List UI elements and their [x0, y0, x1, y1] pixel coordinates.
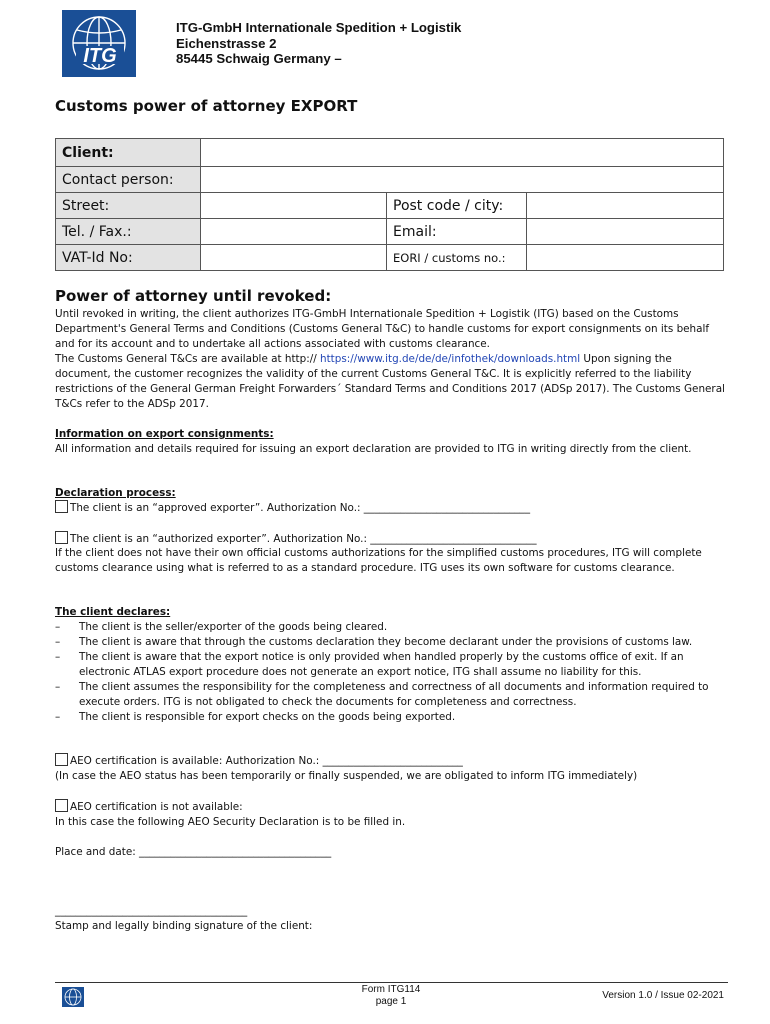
street-label: Street:: [56, 193, 201, 219]
aeo-available-note: (In case the AEO status has been temporarily or finally suspended, we are obligated to inform ITG immediately): [55, 770, 638, 782]
list-item: [55, 650, 727, 680]
page-title: Customs power of attorney EXPORT: [55, 97, 358, 115]
bullet-dash: –: [55, 636, 61, 648]
list-item: [55, 710, 727, 725]
declaration-heading: [55, 486, 727, 501]
footer-page-number: page 1: [375, 996, 407, 1007]
authorized-exporter-label: The client is an “authorized exporter”. Authorization No.: ________________________________: [70, 533, 537, 545]
tel-fax-label: Tel. / Fax.:: [56, 219, 201, 245]
aeo-not-available-checkbox[interactable]: [55, 799, 68, 812]
declares-heading: The client declares:: [55, 606, 171, 618]
approved-exporter-label: The client is an “approved exporter”. Authorization No.: ________________________________: [70, 502, 531, 514]
declaration-note: If the client does not have their own official customs authorizations for the simplified customs procedures, ITG will complete customs clearance using what is referred to as a standard procedure. ITG uses its own software for customs clearance.: [55, 547, 702, 574]
client-label: Client:: [56, 139, 201, 167]
email-field[interactable]: [527, 219, 724, 245]
export-info-section: [55, 427, 727, 457]
declares-section: [55, 605, 727, 725]
signature-section: [55, 904, 727, 934]
aeo-not-available-label: AEO certification is not available:: [70, 801, 243, 813]
logo-text: ITG: [83, 45, 117, 67]
footer-version: Version 1.0 / Issue 02-2021: [602, 990, 724, 1001]
aeo-not-available-note: In this case the following AEO Security Declaration is to be filled in.: [55, 816, 406, 828]
client-form: [55, 138, 724, 271]
aeo-not-available-option: [55, 799, 727, 830]
place-date-field[interactable]: Place and date: _____________________________________: [55, 846, 332, 858]
company-street: Eichenstrasse 2: [176, 35, 277, 51]
list-item: [55, 620, 727, 635]
footer-divider: [55, 982, 728, 983]
vat-id-field[interactable]: [201, 245, 387, 271]
bullet-dash: –: [55, 681, 61, 693]
authorized-exporter-option: [55, 531, 727, 547]
list-item: [55, 635, 727, 650]
declaration-heading-text: Declaration process:: [55, 487, 176, 499]
list-item: [55, 680, 727, 710]
footer-form-info: [330, 984, 452, 1008]
tel-fax-field[interactable]: [201, 219, 387, 245]
email-label: Email:: [387, 219, 527, 245]
globe-icon: [62, 10, 136, 77]
contact-person-label: Contact person:: [56, 167, 201, 193]
aeo-available-label: AEO certification is available: Authorization No.: ___________________________: [70, 755, 463, 767]
postcode-city-field[interactable]: [527, 193, 724, 219]
bullet-dash: –: [55, 621, 61, 633]
export-info-heading: Information on export consignments:: [55, 428, 274, 440]
bullet-dash: –: [55, 651, 61, 663]
footer-globe-icon: [62, 987, 84, 1007]
signature-label: Stamp and legally binding signature of the client:: [55, 920, 313, 932]
downloads-link[interactable]: https://www.itg.de/de/de/infothek/downloads.html: [320, 353, 581, 365]
approved-exporter-checkbox[interactable]: [55, 500, 68, 513]
company-address: [176, 20, 461, 67]
authorized-exporter-checkbox[interactable]: [55, 531, 68, 544]
bullet-dash: –: [55, 711, 61, 723]
list-item-text: The client is aware that through the customs declaration they become declarant under the provisions of customs law.: [79, 636, 693, 648]
approved-exporter-option: [55, 500, 727, 516]
list-item-text: The client is responsible for export checks on the goods being exported.: [79, 711, 456, 723]
contact-person-field[interactable]: [201, 167, 724, 193]
poa-paragraph-1: Until revoked in writing, the client authorizes ITG-GmbH Internationale Spedition + Logistik (ITG) based on the Customs Department's General Terms and Conditions (Customs General T&C) to handle customs for export consignments on its behalf and for its account and to undertake all actions associated with customs clearance.: [55, 308, 710, 350]
poa-text-post: Upon signing the document, the customer recognizes the validity of the current Customs General T&C. It is explicitly referred to the liability restrictions of the General German Freight Forwarders´ Standard Terms and Conditions 2017 (ADSp 2017). The Customs General T&Cs refer to the ADSp 2017.: [55, 353, 725, 410]
eori-field[interactable]: [527, 245, 724, 271]
aeo-available-option: [55, 753, 727, 784]
street-field[interactable]: [201, 193, 387, 219]
poa-heading: Power of attorney until revoked:: [55, 287, 332, 305]
eori-label: EORI / customs no.:: [387, 245, 527, 271]
company-city: 85445 Schwaig Germany –: [176, 51, 342, 66]
signature-line[interactable]: _____________________________________: [55, 905, 248, 917]
postcode-city-label: Post code / city:: [387, 193, 527, 219]
footer-form-number: Form ITG114: [361, 984, 421, 995]
list-item-text: The client is aware that the export notice is only provided when handled properly by the customs office of exit. If an electronic ATLAS export procedure does not generate an export notice, ITG shall assume no liability for this.: [79, 651, 684, 678]
client-field[interactable]: [201, 139, 724, 167]
itg-logo: [62, 10, 136, 77]
export-info-text: All information and details required for issuing an export declaration are provided to ITG in writing directly from the client.: [55, 443, 692, 455]
poa-text-pre: The Customs General T&Cs are available at http://: [55, 353, 321, 365]
footer-logo: [62, 987, 84, 1007]
declares-list: [55, 620, 727, 725]
list-item-text: The client assumes the responsibility for the completeness and correctness of all documents and information required to execute orders. ITG is not obligated to check the documents for completeness and correctness.: [79, 681, 709, 708]
list-item-text: The client is the seller/exporter of the goods being cleared.: [79, 621, 388, 633]
vat-id-label: VAT-Id No:: [56, 245, 201, 271]
poa-paragraph-2: [55, 352, 727, 412]
company-name: ITG-GmbH Internationale Spedition + Logistik: [176, 20, 462, 35]
aeo-available-checkbox[interactable]: [55, 753, 68, 766]
poa-text: [55, 307, 727, 412]
